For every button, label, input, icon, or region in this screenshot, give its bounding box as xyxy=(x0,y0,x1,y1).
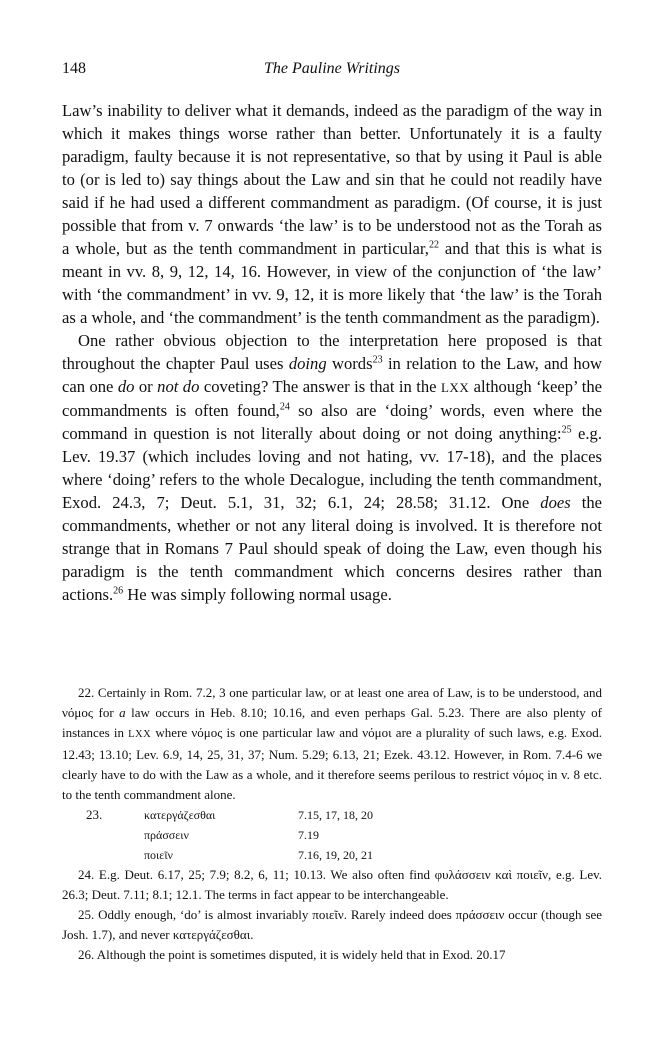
list-item xyxy=(62,805,602,825)
lxx-abbrev: LXX xyxy=(440,380,470,395)
footnote-ref-25: 25 xyxy=(561,424,572,436)
verse-refs: 7.19 xyxy=(298,828,319,842)
footnote-number: 23. xyxy=(86,807,103,822)
footnote-26: 26. Although the point is sometimes disputed, it is widely held that in Exod. 20.17 xyxy=(78,947,506,962)
lxx-abbrev: LXX xyxy=(128,729,152,740)
page-header xyxy=(62,60,602,82)
footnote-ref-24: 24 xyxy=(279,401,290,413)
main-text xyxy=(62,99,602,606)
greek-word: ποιεῖν xyxy=(144,848,173,862)
emphasis-not-do: not do xyxy=(157,377,200,396)
footnotes xyxy=(62,683,602,965)
footnote-23 xyxy=(62,805,602,865)
list-item xyxy=(62,845,602,865)
paragraph-2: One rather obvious objection to the interpretation here proposed is that throughout the chapter Paul uses doing words$^{23}$ in relation to the Law, and how can one do or not do coveting? The answer is that in the LXX although ‘keep’ the commandments is often found,$^{24}$ so also are ‘doing’ words, even where the command in question is not literally about doing or not doing anything:$^{25}$ e.g. Lev. 19.37 (which includes loving and not hating, vv. 17-18), and the places where ‘doing’ refers to the whole Decalogue, including the tenth commandment, Exod. 24.3, 7; Deut. 5.1, 31, 32; 6.1, 24; 28.58; 31.12. One does the commandments, whether or not any literal doing is involved. It is therefore not strange that in Romans 7 Paul should speak of doing the Law, even though his paradigm is the tenth commandment which concerns desires rather than actions.$^{26}$ He was simply following normal usage. xyxy=(62,331,603,604)
footnote-ref-23: 23 xyxy=(372,354,383,366)
footnote-ref-26: 26 xyxy=(113,585,124,597)
list-item xyxy=(62,825,602,845)
footnote-22: 22. Certainly in Rom. 7.2, 3 one particular law, or at least one area of Law, is to be understood, and νόμος for a law occurs in Heb. 8.10; 10.16, and even perhaps Gal. 5.23. There are also plenty of instances in LXX where νόμος is one particular law and νόμοι are a plurality of such laws, e.g. Exod. 12.43; 13.10; Lev. 6.9, 14, 25, 31, 37; Num. 5.29; 6.13, 21; Ezek. 43.12. However, in Rom. 7.4-6 we clearly have to do with the Law as a whole, and it therefore seems perilous to restrict νόμος in v. 8 etc. to the tenth commandment alone. xyxy=(62,685,603,802)
verse-refs: 7.16, 19, 20, 21 xyxy=(298,848,373,862)
emphasis-do: do xyxy=(117,377,135,396)
running-head: The Pauline Writings xyxy=(264,60,400,77)
footnote-ref-22: 22 xyxy=(428,239,439,251)
paragraph-1: Law’s inability to deliver what it demands, indeed as the paradigm of the way in which it makes things worse rather than better. Unfortunately it is a faulty paradigm, faulty because it is not representative, so that by using it Paul is able to (or is led to) say things about the Law and sin that he could not readily have said if he had used a different commandment as paradigm. (Of course, it is just possible that from v. 7 onwards ‘the law’ is to be understood not as the Torah as a whole, but as the tenth commandment in particular,$^{22}$ and that this is what is meant in vv. 8, 9, 12, 14, 16. However, in view of the conjunction of ‘the law’ with ‘the commandment’ in vv. 9, 12, it is more likely that ‘the law’ is the Torah as a whole, and ‘the commandment’ is the tenth commandment as the paradigm). xyxy=(62,101,602,327)
footnote-25: 25. Oddly enough, ‘do’ is almost invariably ποιεῖν. Rarely indeed does πράσσειν occur (though see Josh. 1.7), and never κατεργάζεσθαι. xyxy=(62,907,602,942)
emphasis-does: does xyxy=(540,493,571,512)
emphasis-doing: doing xyxy=(288,354,327,373)
greek-word: πράσσειν xyxy=(144,828,189,842)
page-number: 148 xyxy=(62,60,86,77)
footnote-24: 24. E.g. Deut. 6.17, 25; 7.9; 8.2, 6, 11; 10.13. We also often find φυλάσσειν καὶ ποιεῖν, e.g. Lev. 26.3; Deut. 7.11; 8.1; 12.1. The terms in fact appear to be interchangeable. xyxy=(62,867,602,902)
greek-word: κατεργάζεσθαι xyxy=(144,808,216,822)
verse-refs: 7.15, 17, 18, 20 xyxy=(298,808,373,822)
